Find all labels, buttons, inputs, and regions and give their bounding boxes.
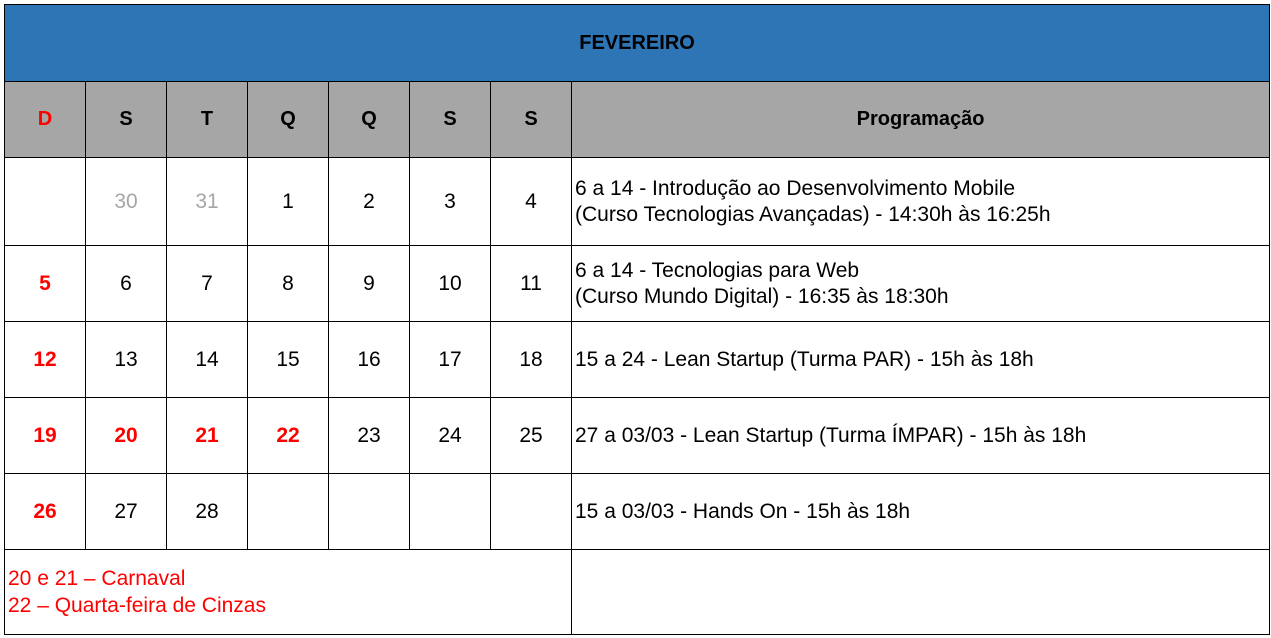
day-cell: 12 bbox=[5, 322, 86, 398]
weekday-header-saturday: S bbox=[491, 82, 572, 158]
day-cell-empty bbox=[410, 474, 491, 550]
notes-empty-cell bbox=[572, 550, 1270, 635]
program-line: (Curso Tecnologias Avançadas) - 14:30h às 16:25h bbox=[575, 202, 1051, 226]
program-line: 15 a 24 - Lean Startup (Turma PAR) - 15h às 18h bbox=[575, 347, 1034, 371]
program-cell bbox=[572, 398, 1270, 474]
weekday-header-monday: S bbox=[86, 82, 167, 158]
weekday-header-sunday: D bbox=[5, 82, 86, 158]
day-cell-holiday: 22 bbox=[248, 398, 329, 474]
day-cell-empty bbox=[329, 474, 410, 550]
program-cell bbox=[572, 246, 1270, 322]
program-line: 15 a 03/03 - Hands On - 15h às 18h bbox=[575, 499, 911, 523]
holiday-notes bbox=[5, 550, 572, 635]
february-calendar-table bbox=[4, 4, 1270, 635]
day-cell: 25 bbox=[491, 398, 572, 474]
day-cell: 13 bbox=[86, 322, 167, 398]
weekday-header-friday: S bbox=[410, 82, 491, 158]
week-row bbox=[5, 158, 1270, 246]
day-cell: 23 bbox=[329, 398, 410, 474]
day-cell-empty bbox=[248, 474, 329, 550]
day-cell: 31 bbox=[167, 158, 248, 246]
day-cell: 1 bbox=[248, 158, 329, 246]
day-cell-holiday: 21 bbox=[167, 398, 248, 474]
day-cell-holiday: 20 bbox=[86, 398, 167, 474]
day-cell: 2 bbox=[329, 158, 410, 246]
day-cell: 17 bbox=[410, 322, 491, 398]
day-cell: 9 bbox=[329, 246, 410, 322]
day-cell: 6 bbox=[86, 246, 167, 322]
day-cell: 16 bbox=[329, 322, 410, 398]
day-cell: 30 bbox=[86, 158, 167, 246]
day-cell: 27 bbox=[86, 474, 167, 550]
week-row bbox=[5, 246, 1270, 322]
day-cell: 15 bbox=[248, 322, 329, 398]
program-cell bbox=[572, 158, 1270, 246]
day-cell-empty bbox=[5, 158, 86, 246]
day-cell: 3 bbox=[410, 158, 491, 246]
day-cell-empty bbox=[491, 474, 572, 550]
week-row bbox=[5, 322, 1270, 398]
program-line: 27 a 03/03 - Lean Startup (Turma ÍMPAR) - 15h às 18h bbox=[575, 423, 1087, 447]
day-cell: 19 bbox=[5, 398, 86, 474]
program-line: 6 a 14 - Introdução ao Desenvolvimento Mobile bbox=[575, 176, 1016, 200]
day-cell: 26 bbox=[5, 474, 86, 550]
program-cell bbox=[572, 322, 1270, 398]
weekday-header-thursday: Q bbox=[329, 82, 410, 158]
day-cell: 11 bbox=[491, 246, 572, 322]
day-cell: 18 bbox=[491, 322, 572, 398]
header-row bbox=[5, 82, 1270, 158]
day-cell: 7 bbox=[167, 246, 248, 322]
note-cinzas: 22 – Quarta-feira de Cinzas bbox=[8, 594, 266, 617]
weekday-header-wednesday: Q bbox=[248, 82, 329, 158]
day-cell: 28 bbox=[167, 474, 248, 550]
week-row bbox=[5, 474, 1270, 550]
day-cell: 4 bbox=[491, 158, 572, 246]
title-row bbox=[5, 5, 1270, 82]
weekday-header-tuesday: T bbox=[167, 82, 248, 158]
week-row bbox=[5, 398, 1270, 474]
day-cell: 14 bbox=[167, 322, 248, 398]
program-cell bbox=[572, 474, 1270, 550]
day-cell: 24 bbox=[410, 398, 491, 474]
notes-row bbox=[5, 550, 1270, 635]
day-cell: 5 bbox=[5, 246, 86, 322]
note-carnaval: 20 e 21 – Carnaval bbox=[8, 567, 186, 590]
program-line: 6 a 14 - Tecnologias para Web bbox=[575, 258, 860, 282]
day-cell: 10 bbox=[410, 246, 491, 322]
program-line: (Curso Mundo Digital) - 16:35 às 18:30h bbox=[575, 284, 949, 308]
program-header: Programação bbox=[572, 82, 1270, 158]
day-cell: 8 bbox=[248, 246, 329, 322]
month-title: FEVEREIRO bbox=[5, 5, 1270, 82]
